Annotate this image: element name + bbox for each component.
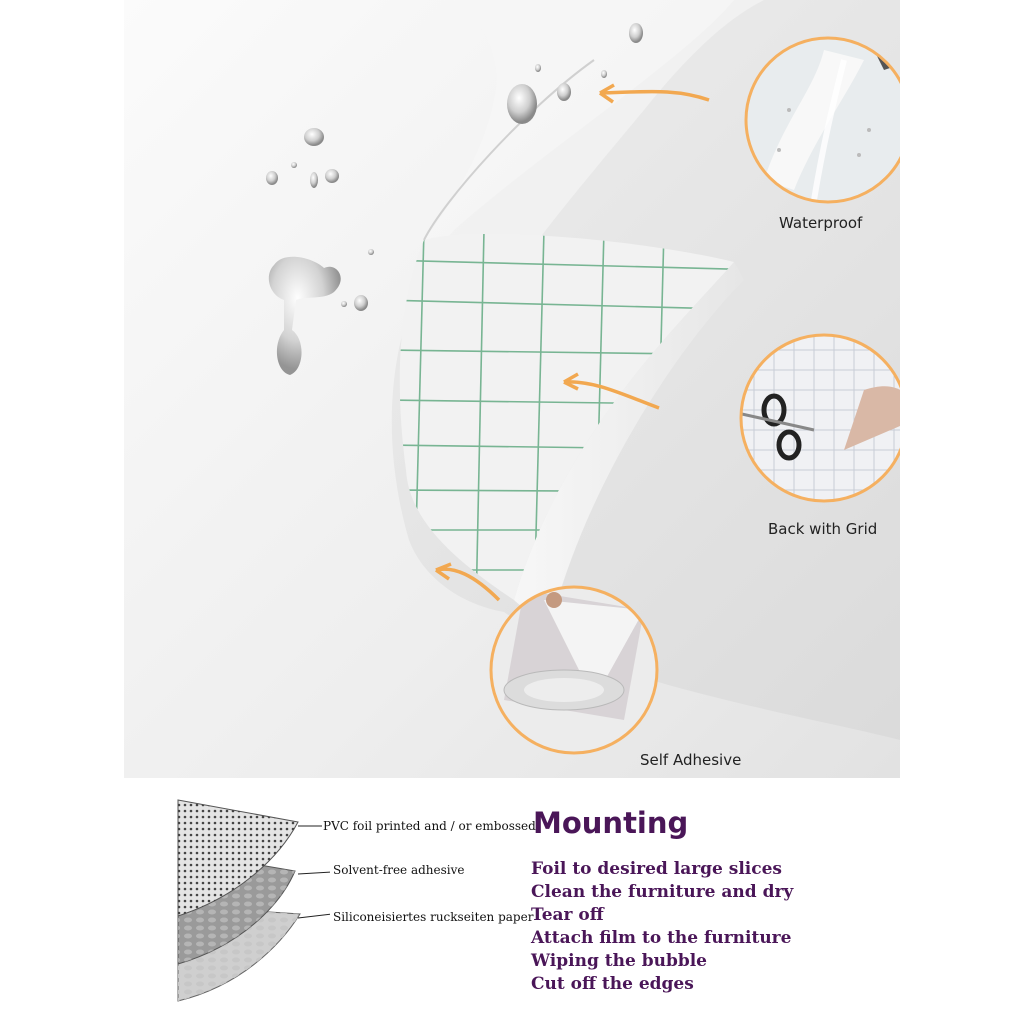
adhesive-layer-label: Solvent-free adhesive bbox=[333, 863, 465, 877]
back-grid-label: Back with Grid bbox=[768, 520, 878, 538]
mounting-step: Clean the furniture and dry bbox=[531, 882, 794, 902]
layer-diagram bbox=[170, 796, 330, 1006]
waterproof-label: Waterproof bbox=[779, 214, 863, 232]
pvc-layer-label: PVC foil printed and / or embossed bbox=[323, 819, 536, 833]
product-photo bbox=[124, 0, 900, 778]
mounting-steps bbox=[531, 858, 793, 996]
mounting-title: Mounting bbox=[533, 806, 689, 840]
self-adhesive-label: Self Adhesive bbox=[640, 751, 742, 769]
paper-layer-label: Siliconeisiertes ruckseiten paper bbox=[333, 910, 534, 924]
mounting-step: Cut off the edges bbox=[531, 974, 694, 994]
mounting-step: Attach film to the furniture bbox=[531, 928, 792, 948]
mounting-step: Wiping the bubble bbox=[531, 951, 708, 971]
mounting-step: Tear off bbox=[531, 905, 604, 925]
mounting-step: Foil to desired large slices bbox=[531, 859, 783, 879]
adhesive-inset bbox=[491, 587, 657, 753]
